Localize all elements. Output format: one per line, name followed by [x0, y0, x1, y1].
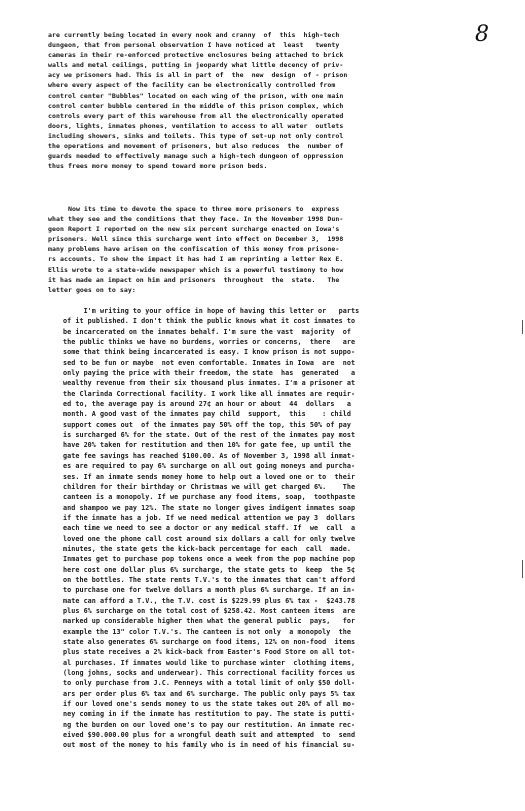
page-number: 8 — [475, 22, 489, 47]
margin-mark — [522, 560, 523, 578]
paragraph-ellis-letter: I'm writing to your office in hope of having this letter or parts of it published. I don't think the public knows what it cost inmates to be incarcerated on the inmates behalf. I'm sure the vast majority of the public thinks we have no burdens, worries or concerns, there are some that think being incarcerated is easy. I know prison is not suppo- sed to be fun or maybe not even comfortable. Inmates in Iowa are not only paying the price with their freedom, the state has generated a wealthy revenue from their six thousand plus inmates. I'm a prisoner at the Clarinda Correctional facility. I work like all inmates are requir- ed to, the average pay is around 27¢ an hour or about 44 dollars a month. A good vast of the inmates pay child support, this : child support comes out of the inmates pay 50% off the top, this 50% of pay is surcharged 6% for the state. Out of the rest of the inmates pay most have 20% taken for restitution and then 10% for gate fee, up until the gate fee savings has reached $100.00. As of November 3, 1998 all inmat- es are required to pay 6% surcharge on all out going moneys and purcha- ses. If an inmate sends money home to help out a loved one or to their children for their birthday or Christmas we will get charged 6%. The canteen is a monopoly. If we purchase any food items, soap, toothpaste and shampoo we pay 12%. The state no longer gives indigent inmates soap if the inmate has a job. If we need medical attention we pay 3 dollars each time we need to see a doctor or any medical staff. If we call a loved one the phone call cost around six dollars a call for only twelve minutes, the state gets the kick-back percentage for each call made. Inmates get to purchase pop tokens once a week from the pop machine pop here cost one dollar plus 6% surcharge, the state gets to keep the 5¢ on the bottles. The state rents T.V.'s to the inmates that can't afford to purchase one for twelve dollars a month plus 6% surcharge. If an in- mate can afford a T.V., the T.V. cost is $229.99 plus 6% tax - $243.78 plus 6% surcharge on the total cost of $258.42. Most canteen items are marked up considerable higher then what the general public pays, for example the 13" color T.V.'s. The canteen is not only a monopoly the state also generates 6% surcharge on food items, 12% on non-food items plus state receives a 2% kick-back from Easter's Food Store on all tot- al purchases. If inmates would like to purchase winter clothing items, (long johns, socks and underwear). This correctional facility forces us to only purchase from J.C. Penneys with a total limit of only $50 doll- ars per order plus 6% tax and 6% surcharge. The public only pays 5% tax if our loved one's sends money to us the state takes out 20% of all mo- ney coming in if the inmate has restitution to pay. The state is putti- ng the burden on our loved one's to pay our restitution. An inmate rec- eived $90.000.00 plus for a wrongful death suit and attempted to send out most of the money to his family who is in need of his financial su- — [63, 307, 360, 750]
margin-mark — [522, 320, 523, 334]
paragraph-surcharge-intro: Now its time to devote the space to three more prisoners to express what they see and the conditions that they face. In the November 1998 Dun- geon Report I reported on the new six percent surcharge enacted on Iowa's prisoners. Well since this surcharge went into effect on December 3, 1998 many problems have arisen on the confiscation of this money from prisone- rs accounts. To show the impact it has had I am reprinting a letter Rex E. Ellis wrote to a state-wide newspaper which is a powerful testimony to how it has made an impact on him and prisoners throughout the state. The letter goes on to say: — [48, 205, 344, 294]
paragraph-prison-surveillance: are currently being located in every nook and cranny of this high-tech dungeon, that from personal observation I have noticed at least twenty cameras in their re-enforced protective enclosures being attached to brick walls and metal ceilings, putting in jeopardy what little decency of priv- acy we prisoners had. This is all in part of the new design of - prison where every aspect of the facility can be electronically controlled from control center "Bubbles" located on each wing of the prison, with one main control center bubble centered in the middle of this prison complex, which controls every part of this warehouse from all the electronically operated doors, lights, inmates phones, ventilation to access to all water outlets including showers, sinks and toilets. This type of set-up not only control the operations and movement of prisoners, but also reduces the number of guards needed to effectively manage such a high-tech dungeon of oppression thus frees more money to spend toward more prison beds. — [48, 31, 348, 171]
